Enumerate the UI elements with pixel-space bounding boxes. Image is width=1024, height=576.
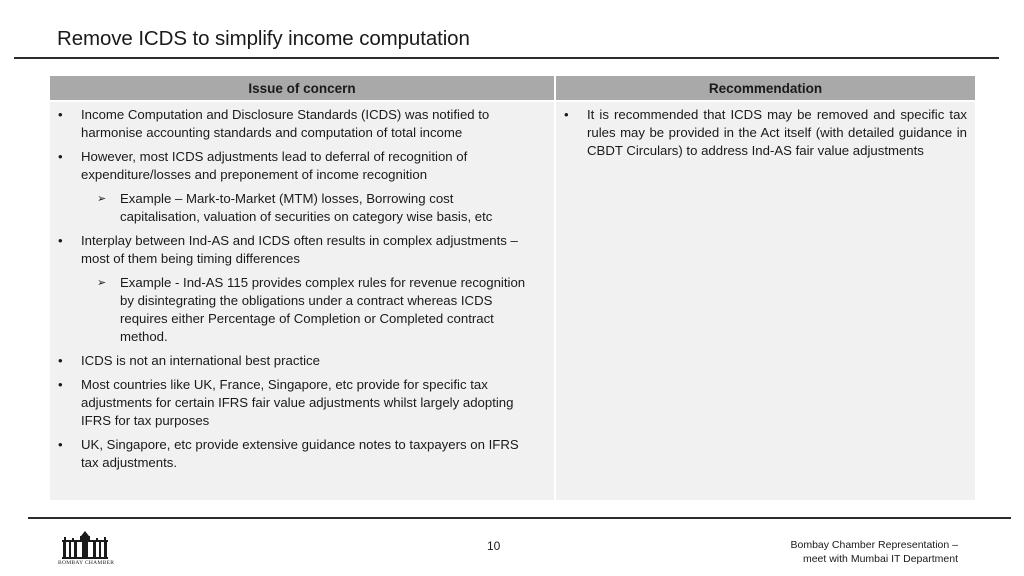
arrow-bullet-icon: ➢ [97,193,107,205]
list-item [58,148,532,184]
title-divider [14,57,999,59]
concern-text: Most countries like UK, France, Singapore, etc provide for specific tax adjustments for certain IFRS fair value adjustments whilst largely adopting IFRS for tax purposes [81,377,514,428]
concern-text: Income Computation and Disclosure Standards (ICDS) was notified to harmonise accounting standards and computation of total income [81,107,490,140]
sub-list-item [58,190,532,226]
recommendations-cell [556,102,975,500]
concern-text: Example - Ind-AS 115 provides complex rules for revenue recognition by disintegrating the obligations under a contract whereas ICDS requires either Percentage of Completion or Completed contract method. [120,275,526,344]
header-issue-of-concern: Issue of concern [50,76,554,100]
list-item [58,376,532,430]
bullet-icon: • [58,107,63,122]
footer-note [790,538,958,566]
concern-recommendation-table [50,76,975,500]
slide-title: Remove ICDS to simplify income computation [57,27,470,50]
page-number: 10 [487,539,501,553]
footer-divider [28,517,1011,519]
footer-note-line: Bombay Chamber Representation – [790,539,958,551]
bullet-icon: • [564,107,569,122]
list-item [58,232,532,268]
logo-wordmark: BOMBAY CHAMBER [58,560,115,566]
list-item [564,106,967,160]
bullet-icon: • [58,233,63,248]
arrow-bullet-icon: ➢ [97,277,107,289]
list-item [58,352,532,370]
table-body-row [50,102,975,500]
concern-text: However, most ICDS adjustments lead to deferral of recognition of expenditure/losses and preponement of income recognition [81,149,468,182]
footer-note-line: meet with Mumbai IT Department [802,553,958,565]
list-item [58,436,532,472]
bullet-icon: • [58,377,63,392]
concern-text: UK, Singapore, etc provide extensive guidance notes to taxpayers on IFRS tax adjustments. [81,437,519,470]
list-item [58,106,532,142]
concern-text: ICDS is not an international best practice [81,353,320,368]
bullet-icon: • [58,149,63,164]
header-recommendation: Recommendation [556,76,975,100]
bullet-icon: • [58,353,63,368]
recommendation-text: It is recommended that ICDS may be removed and specific tax rules may be provided in the Act itself (with detailed guidance in CBDT Circulars) to address Ind-AS fair value adjustments [587,107,967,158]
table-header-row [50,76,975,100]
sub-list-item [58,274,532,346]
concerns-cell [50,102,554,500]
concern-text: Interplay between Ind-AS and ICDS often results in complex adjustments – most of them being timing differences [81,233,518,266]
bullet-icon: • [58,437,63,452]
concern-text: Example – Mark-to-Market (MTM) losses, Borrowing cost capitalisation, valuation of securities on category wise basis, etc [120,191,493,224]
